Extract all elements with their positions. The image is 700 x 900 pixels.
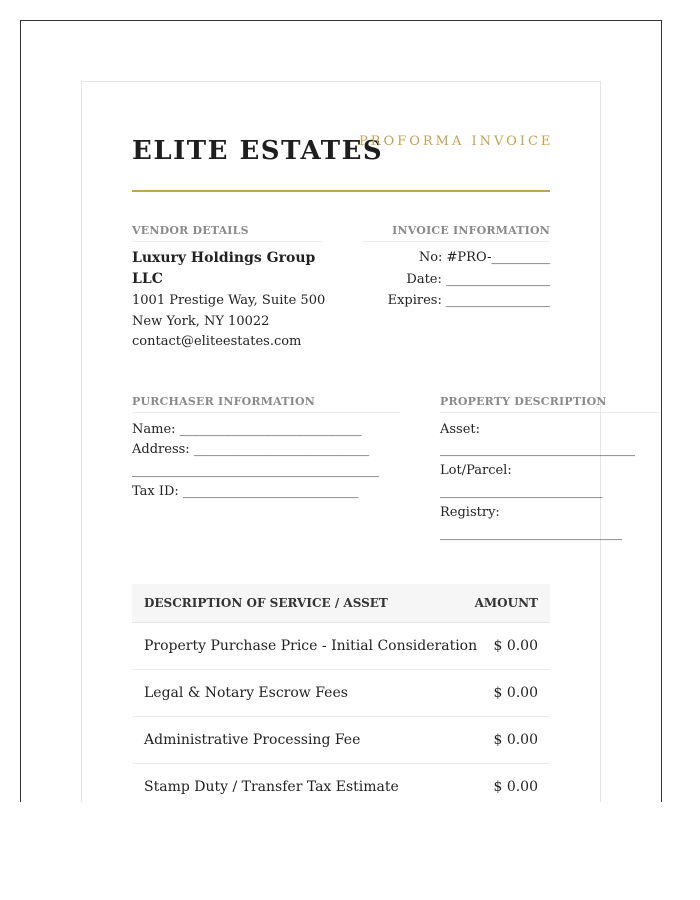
invoice-information-heading: INVOICE INFORMATION — [392, 224, 550, 237]
invoice-heading-rule — [362, 241, 550, 242]
document-viewport[interactable] — [20, 20, 662, 802]
description-column-header: DESCRIPTION OF SERVICE / ASSET — [144, 596, 388, 610]
purchaser-information-heading: PURCHASER INFORMATION — [132, 395, 315, 408]
line-items-table — [132, 584, 550, 802]
header-divider — [132, 190, 550, 192]
table-header-row — [132, 584, 550, 623]
document-type-label: PROFORMA INVOICE — [359, 134, 554, 149]
property-lot-label: Lot/Parcel: — [440, 463, 512, 478]
row-amount: $ 0.00 — [493, 685, 538, 701]
invoice-number-field: No: #PRO-_________ — [418, 250, 550, 265]
property-asset-label: Asset: — [440, 422, 481, 437]
table-row — [132, 717, 550, 764]
property-registry-line: ____________________________ — [440, 526, 622, 541]
purchaser-address-continuation: ______________________________________ — [132, 463, 379, 478]
vendor-address-line2: New York, NY 10022 — [132, 314, 270, 329]
row-description: Property Purchase Price - Initial Consideration — [144, 638, 478, 654]
vendor-address-line1: 1001 Prestige Way, Suite 500 — [132, 293, 326, 308]
row-amount: $ 0.00 — [493, 732, 538, 748]
property-description-heading: PROPERTY DESCRIPTION — [440, 395, 607, 408]
vendor-name-line2: LLC — [132, 271, 163, 287]
row-description: Stamp Duty / Transfer Tax Estimate — [144, 779, 399, 795]
row-amount: $ 0.00 — [493, 779, 538, 795]
vendor-email: contact@eliteestates.com — [132, 334, 302, 349]
invoice-expires-field: Expires: ________________ — [387, 293, 550, 308]
purchaser-tax-id-field: Tax ID: ___________________________ — [132, 484, 359, 499]
amount-column-header: AMOUNT — [474, 596, 538, 610]
row-amount: $ 0.00 — [493, 638, 538, 654]
table-row — [132, 670, 550, 717]
invoice-date-field: Date: ________________ — [406, 272, 550, 287]
vendor-heading-rule — [132, 241, 322, 242]
property-registry-label: Registry: — [440, 505, 500, 520]
invoice-sheet — [81, 81, 635, 802]
purchaser-address-field: Address: ___________________________ — [132, 442, 370, 457]
vendor-name-line1: Luxury Holdings Group — [132, 250, 316, 266]
table-row — [132, 623, 550, 670]
vendor-details-heading: VENDOR DETAILS — [132, 224, 249, 237]
property-asset-line: ______________________________ — [440, 442, 635, 457]
row-description: Administrative Processing Fee — [144, 732, 361, 748]
purchaser-heading-rule — [132, 412, 400, 413]
property-lot-line: _________________________ — [440, 484, 603, 499]
purchaser-name-field: Name: ____________________________ — [132, 422, 362, 437]
row-description: Legal & Notary Escrow Fees — [144, 685, 348, 701]
property-heading-rule — [440, 412, 660, 413]
table-row — [132, 764, 550, 802]
brand-title: ELITE ESTATES — [132, 136, 384, 166]
